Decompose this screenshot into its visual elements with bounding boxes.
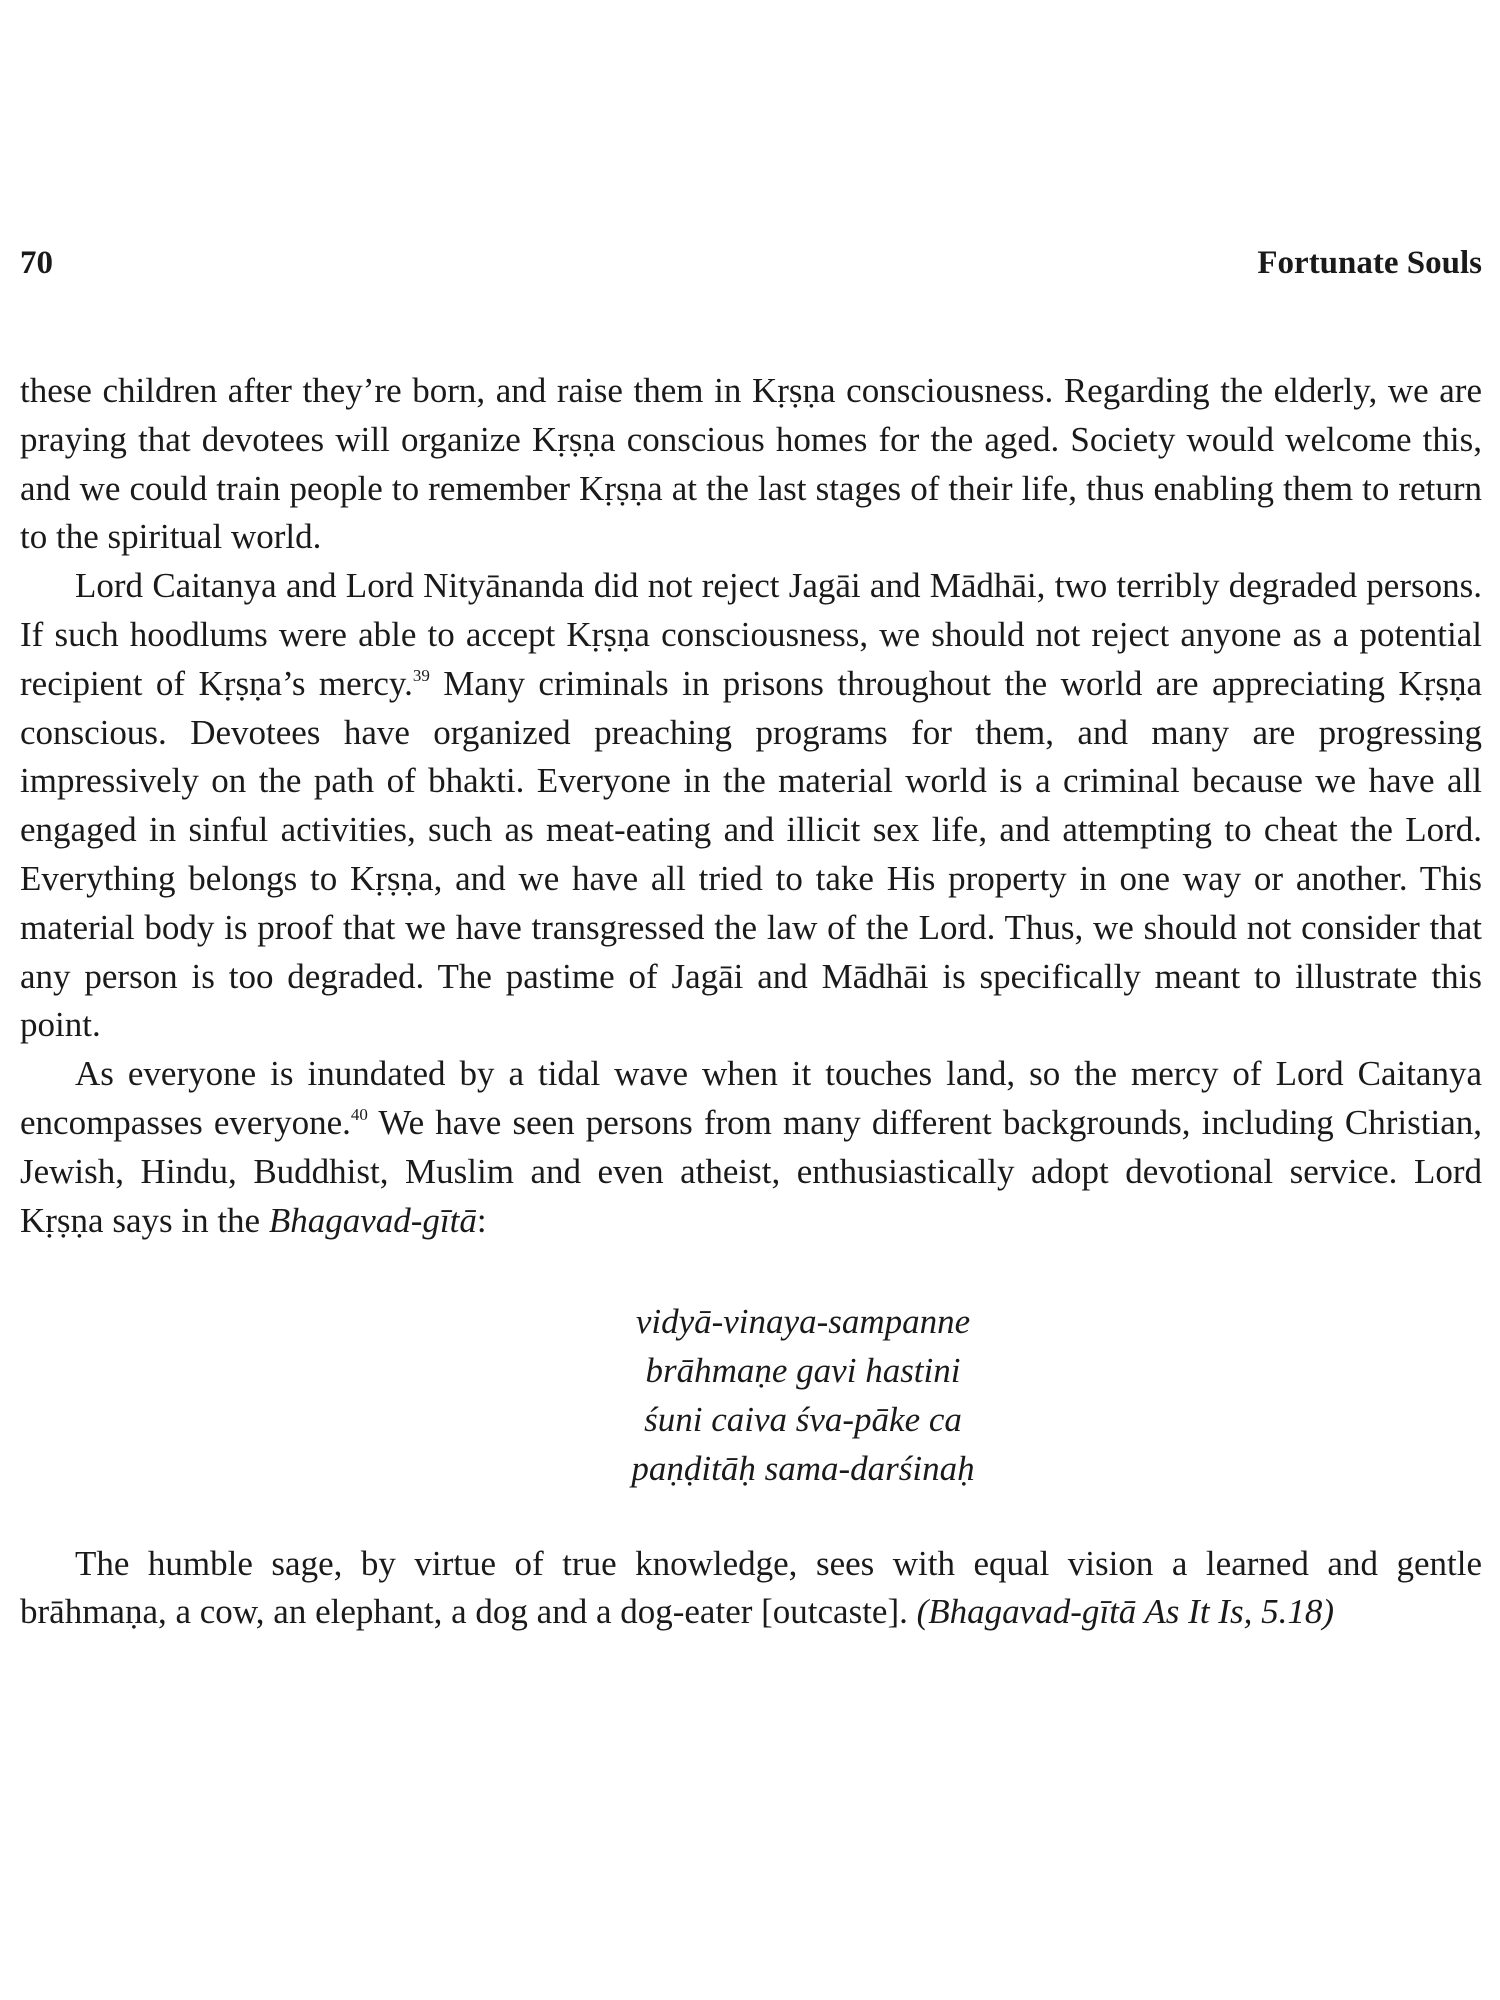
verse-line-3: śuni caiva śva-pāke ca bbox=[644, 1399, 962, 1439]
sanskrit-verse bbox=[20, 1298, 1482, 1493]
footnote-ref-39: 39 bbox=[412, 665, 430, 685]
verse-translation bbox=[20, 1540, 1482, 1638]
book-page bbox=[20, 243, 1482, 1637]
paragraph-1: these children after they’re born, and raise them in Kṛṣṇa consciousness. Regarding the elderly, we are praying that devotees will organize Kṛṣṇa conscious homes for the aged. Society would welcome this, and we could train people to remember Kṛṣṇa at the last stages of their life, thus enabling them to return to the spiritual world. bbox=[20, 371, 1482, 557]
paragraph-3-part-b: We have seen persons from many different backgrounds, including Christian, Jewish, Hindu, Buddhist, Muslim and even atheist, enthusiastically adopt devotional service. Lord Kṛṣṇa says in the bbox=[20, 1102, 1483, 1240]
page-number: 70 bbox=[20, 245, 53, 281]
verse-line-2: brāhmaṇe gavi hastini bbox=[645, 1351, 961, 1391]
running-head bbox=[20, 243, 1482, 283]
translation-text: The humble sage, by virtue of true knowledge, sees with equal vision a learned and gentle brāhmaṇa, a cow, an elephant, a dog and a dog-eater [outcaste]. bbox=[20, 1543, 1482, 1632]
book-title-bhagavad-gita: Bhagavad-gītā bbox=[268, 1200, 477, 1240]
running-title: Fortunate Souls bbox=[1257, 245, 1482, 281]
paragraph-2-part-a: Lord Caitanya and Lord Nityānanda did not reject Jagāi and Mādhāi, two terribly degraded persons. If such hoodlums were able to accept Kṛṣṇa consciousness, we should not reject anyone as a potential recipient of Kṛṣṇa’s mercy. bbox=[20, 566, 1482, 703]
paragraph-2 bbox=[20, 562, 1482, 1050]
paragraph-3 bbox=[20, 1050, 1482, 1245]
translation-citation: (Bhagavad-gītā As It Is, 5.18) bbox=[916, 1592, 1334, 1632]
verse-line-1: vidyā-vinaya-sampanne bbox=[635, 1302, 971, 1342]
body-text bbox=[20, 367, 1482, 1637]
verse-line-4: paṇḍitāḥ sama-darśinaḥ bbox=[631, 1448, 975, 1488]
footnote-ref-40: 40 bbox=[350, 1104, 368, 1124]
paragraph-3-part-a: As everyone is inundated by a tidal wave when it touches land, so the mercy of Lord Caitanya encompasses everyone. bbox=[20, 1054, 1482, 1142]
paragraph-2-part-b: Many criminals in prisons throughout the world are appreciating Kṛṣṇa conscious. Devotees have organized preaching programs for them, and many are progressing impressively on the path of bhakti. Everyone in the material world is a criminal because we have all engaged in sinful activities, such as meat-eating and illicit sex life, and attempting to cheat the Lord. Everything belongs to Kṛṣṇa, and we have all tried to take His property in one way or another. This material body is proof that we have transgressed the law of the Lord. Thus, we should not consider that any person is too degraded. The pastime of Jagāi and Mādhāi is specifically meant to illustrate this point. bbox=[20, 663, 1482, 1045]
paragraph-3-end: : bbox=[476, 1200, 487, 1240]
